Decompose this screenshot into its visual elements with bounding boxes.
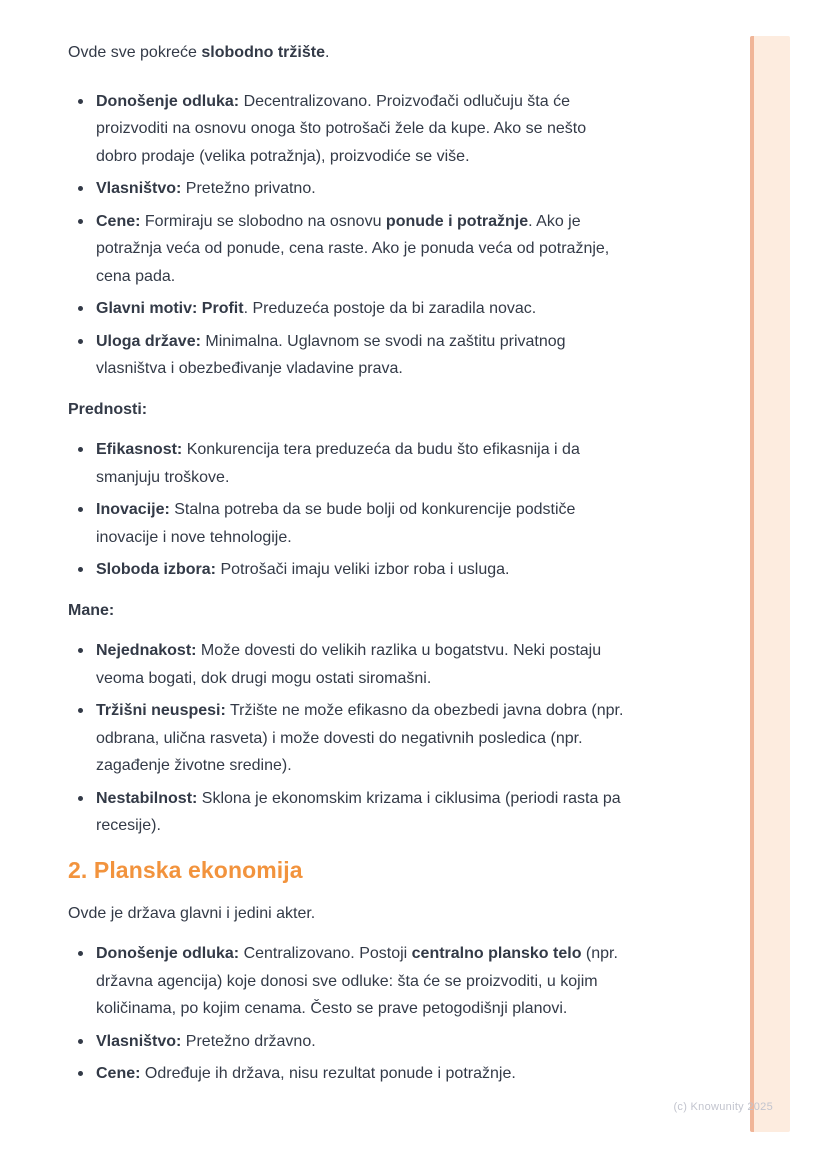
bullet-item [68,1060,716,1088]
bullet-icon [78,567,83,572]
bullet-item [68,1028,716,1056]
bullet-text: Inovacije: Stalna potreba da se bude bolji od konkurencije podstiče inovacije i nove tehnologije. [96,501,576,546]
bullet-icon [78,951,83,956]
bullet-text: Nejednakost: Može dovesti do velikih razlika u bogatstvu. Neki postaju veoma bogati, dok drugi mogu ostati siromašni. [96,642,602,687]
bullet-list [68,88,716,383]
bullet-text: Cene: Određuje ih država, nisu rezultat ponude i potražnje. [96,1065,516,1082]
copyright-watermark: (c) Knowunity 2025 [673,1101,773,1113]
subheading: Prednosti: [68,400,148,418]
bullet-list [68,940,716,1088]
bullet-text: Tržišni neuspesi: Tržište ne može efikasno da obezbedi javna dobra (npr. odbrana, ulična rasveta) i može dovesti do negativnih posledica (npr. zagađenje životne sredine). [96,702,624,774]
bullet-icon [78,219,83,224]
bullet-item [68,697,716,780]
section-heading: 2. Planska ekonomija [68,856,303,883]
bullet-text: Cene: Formiraju se slobodno na osnovu ponude i potražnje. Ako je potražnja veća od ponude, cena raste. Ako je ponuda veća od potražnje, cena pada. [96,212,610,285]
bullet-text: Glavni motiv: Profit. Preduzeća postoje da bi zaradila novac. [96,300,537,317]
bullet-icon [78,507,83,512]
bullet-item [68,436,716,491]
paragraph: Ovde sve pokreće slobodno tržište. [68,44,330,61]
bullet-text: Sloboda izbora: Potrošači imaju veliki izbor roba i usluga. [96,561,510,578]
bullet-item [68,637,716,692]
bullet-item [68,785,716,840]
bullet-list [68,436,716,584]
bullet-item [68,556,716,584]
bullet-item [68,175,716,203]
bullet-icon [78,447,83,452]
bullet-icon [78,648,83,653]
bullet-item [68,295,716,323]
bullet-item [68,208,716,291]
bullet-icon [78,306,83,311]
bullet-text: Uloga države: Minimalna. Uglavnom se svodi na zaštitu privatnog vlasništva i obezbeđivanje vladavine prava. [96,332,566,377]
bullet-icon [78,1071,83,1076]
bullet-icon [78,339,83,344]
bullet-icon [78,796,83,801]
decorative-stripe [750,36,790,1132]
bullet-item [68,496,716,551]
document-content [68,39,716,1088]
bullet-text: Nestabilnost: Sklona je ekonomskim krizama i ciklusima (periodi rasta pa recesije). [96,789,621,834]
bullet-text: Donošenje odluka: Decentralizovano. Proizvođači odlučuju šta će proizvoditi na osnovu onoga što potrošači žele da kupe. Ako se nešto dobro prodaje (velika potražnja), proizvodiće se više. [96,92,587,165]
bullet-item [68,940,716,1023]
bullet-item [68,328,716,383]
bullet-item [68,88,716,171]
subheading: Mane: [68,601,115,619]
bullet-text: Efikasnost: Konkurencija tera preduzeća da budu što efikasnija i da smanjuju troškove. [96,441,580,486]
bullet-text: Vlasništvo: Pretežno državno. [96,1032,316,1050]
bullet-text: Donošenje odluka: Centralizovano. Postoji centralno plansko telo (npr. državna agencija) koje donosi sve odluke: šta će se proizvoditi, u kojim količinama, po kojim cenama. Često se prave petogodišnji planovi. [96,945,618,1017]
bullet-icon [78,99,83,104]
paragraph: Ovde je država glavni i jedini akter. [68,904,316,922]
bullet-icon [78,708,83,713]
bullet-icon [78,186,83,191]
bullet-list [68,637,716,840]
bullet-text: Vlasništvo: Pretežno privatno. [96,180,316,197]
bullet-icon [78,1039,83,1044]
